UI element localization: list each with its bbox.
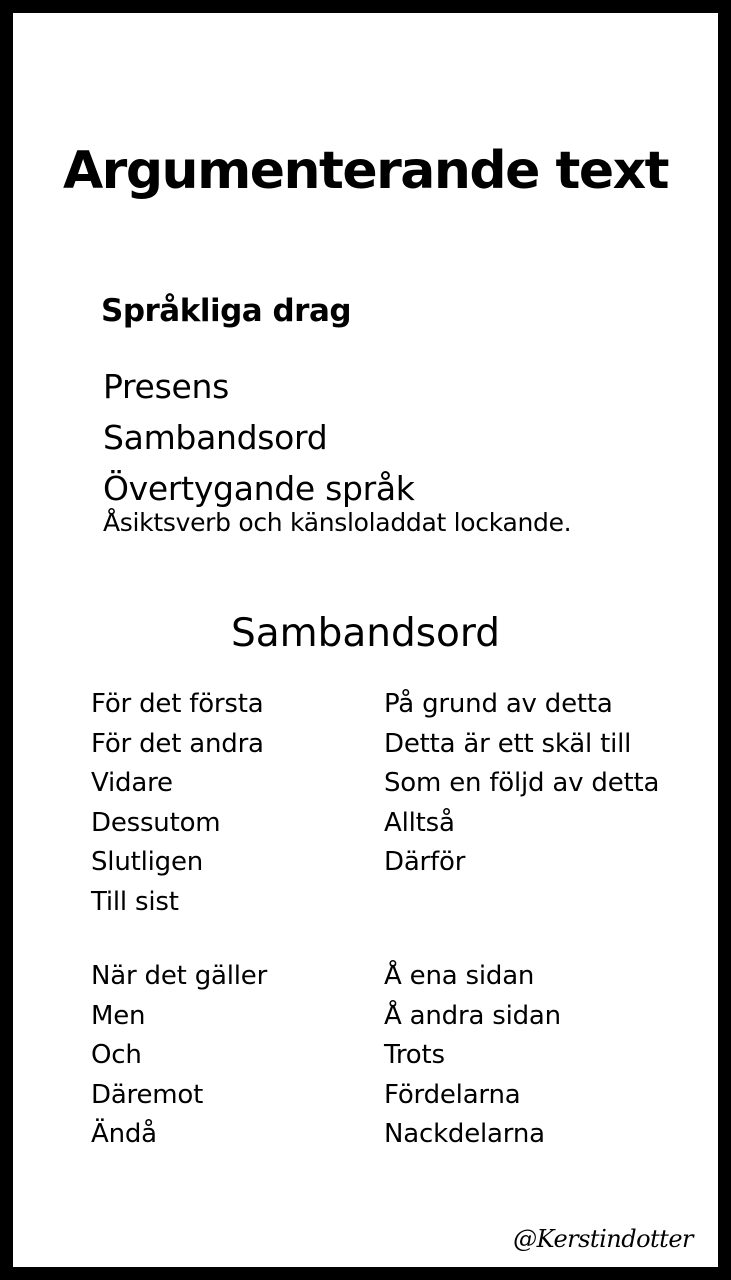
list-item: Ändå	[91, 1119, 157, 1150]
list-item: Nackdelarna	[384, 1119, 545, 1150]
list-item: Fördelarna	[384, 1079, 521, 1110]
list-item: Men	[91, 1000, 146, 1031]
list-item: Och	[91, 1040, 142, 1071]
list-item: Alltså	[384, 807, 455, 838]
connectives-group2-right	[384, 957, 561, 1155]
list-item: På grund av detta	[384, 689, 613, 719]
list-item: När det gäller	[91, 961, 268, 991]
list-item: Detta är ett skäl till	[384, 728, 632, 759]
list-item: Däremot	[91, 1079, 204, 1110]
feature-item: Sambandsord	[103, 418, 328, 457]
feature-note: Åsiktsverb och känsloladdat lockande.	[103, 508, 572, 537]
connectives-heading: Sambandsord	[230, 611, 501, 656]
feature-item: Presens	[103, 367, 229, 406]
language-features-heading: Språkliga drag	[101, 293, 352, 329]
connectives-group1-left	[91, 685, 264, 923]
list-item: Därför	[384, 847, 466, 878]
list-item: Å andra sidan	[384, 1000, 561, 1031]
list-item: Slutligen	[91, 847, 204, 878]
feature-item: Övertygande språk	[103, 469, 415, 508]
page-title: Argumenterande text	[62, 141, 669, 201]
list-item: För det andra	[91, 728, 264, 759]
poster-page	[13, 13, 718, 1267]
connectives-group1-right	[384, 685, 659, 883]
list-item: Trots	[384, 1040, 445, 1071]
list-item: Vidare	[91, 768, 173, 799]
list-item: Dessutom	[91, 807, 221, 838]
list-item: För det första	[91, 689, 264, 719]
author-signature: @Kerstindotter	[513, 1225, 693, 1253]
list-item: Som en följd av detta	[384, 768, 660, 799]
language-features-list	[103, 361, 571, 538]
list-item: Å ena sidan	[384, 961, 535, 991]
list-item: Till sist	[91, 886, 179, 917]
connectives-group2-left	[91, 957, 267, 1155]
